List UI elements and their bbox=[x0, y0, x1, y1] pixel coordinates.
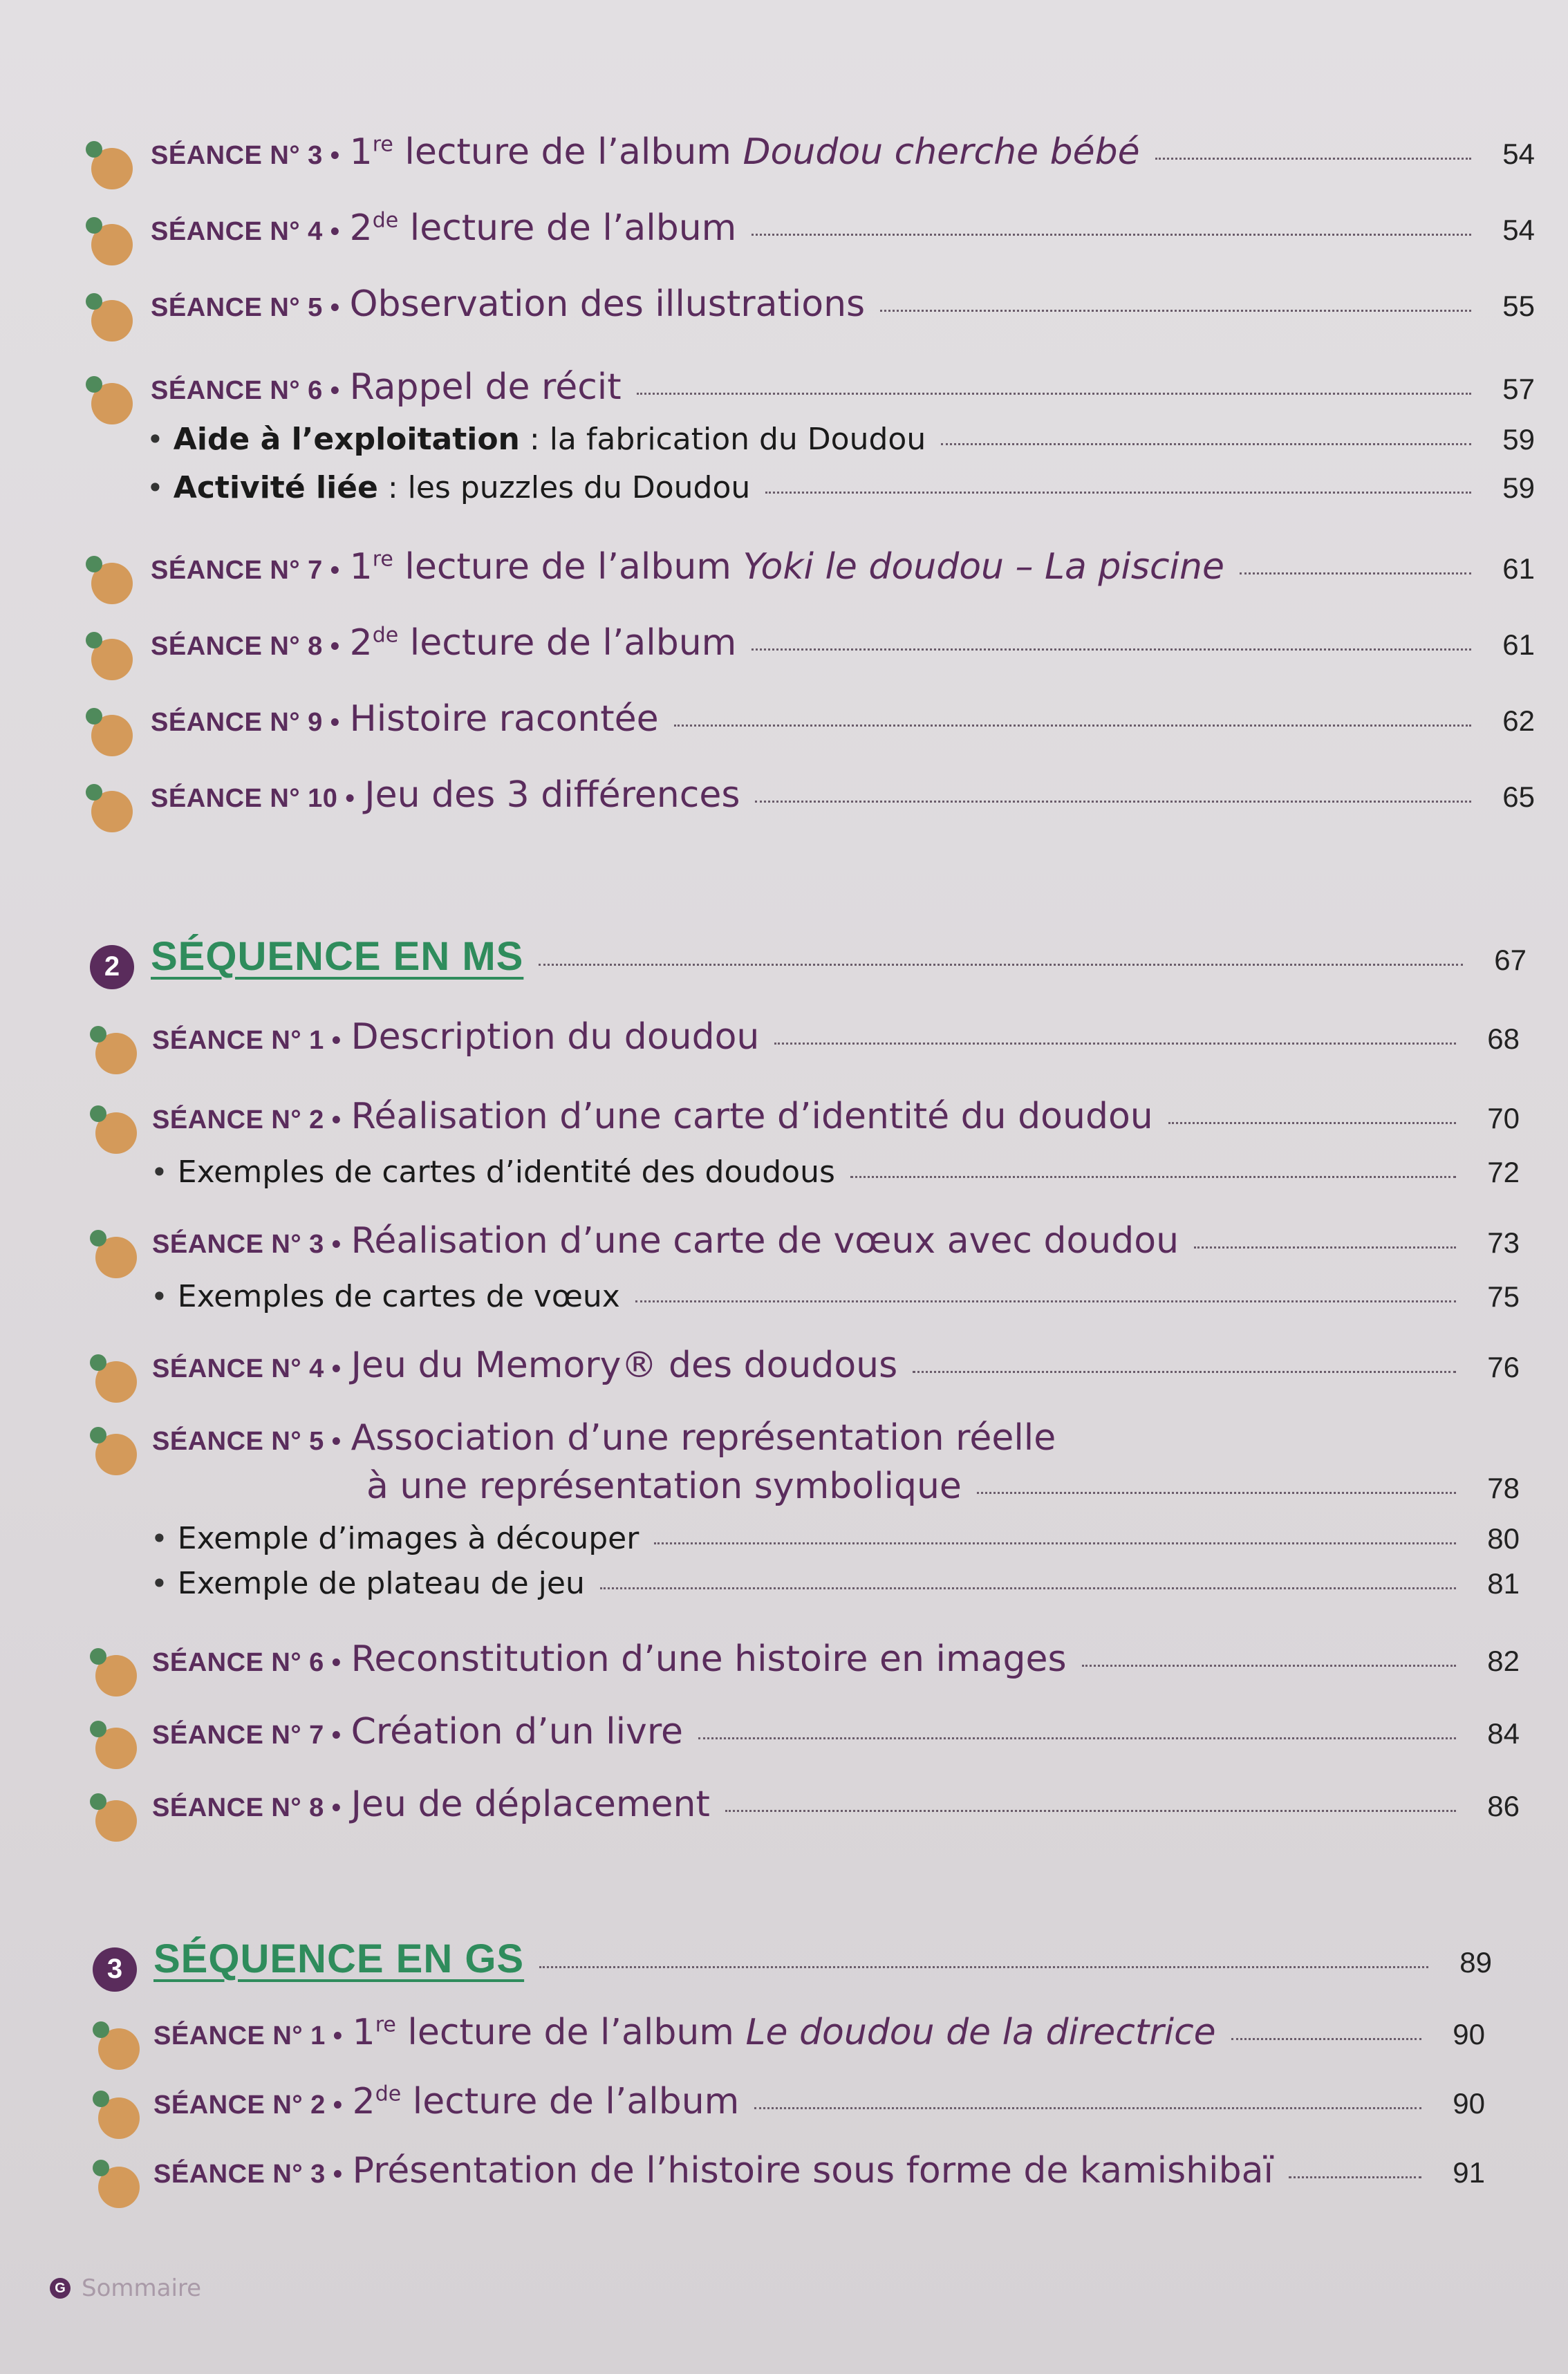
dot-leader bbox=[1231, 2038, 1421, 2040]
dot-leader bbox=[850, 1176, 1456, 1178]
seance-title: Création d’un livre bbox=[351, 1711, 684, 1753]
bullet-dot-icon bbox=[90, 1793, 138, 1842]
seance-label: SÉANCE N° 2 • bbox=[153, 2091, 343, 2120]
page-number: 90 bbox=[1453, 2018, 1485, 2050]
page-number: 72 bbox=[1487, 1156, 1520, 1188]
dot-leader bbox=[725, 1810, 1456, 1812]
subentry-title: Exemple de plateau de jeu bbox=[177, 1566, 585, 1601]
seance-title: 1re lecture de l’album Le doudou de la directrice bbox=[352, 2012, 1216, 2053]
dot-leader bbox=[752, 234, 1471, 236]
page-number: 57 bbox=[1502, 373, 1535, 405]
dot-leader bbox=[1082, 1665, 1456, 1667]
seance-label: SÉANCE N° 10 • bbox=[151, 784, 355, 813]
seance-label: SÉANCE N° 3 • bbox=[151, 141, 340, 170]
seance-title: Histoire racontée bbox=[349, 698, 659, 740]
seance-title: 2de lecture de l’album bbox=[349, 207, 737, 249]
page-number: 61 bbox=[1502, 552, 1535, 585]
page-footer bbox=[50, 2274, 201, 2302]
page-number: 80 bbox=[1487, 1522, 1520, 1555]
dot-leader bbox=[1240, 572, 1471, 574]
dot-leader bbox=[698, 1737, 1456, 1739]
toc-entry[interactable] bbox=[0, 1220, 1568, 1275]
footer-label: Sommaire bbox=[82, 2274, 202, 2302]
subentry-title: Exemples de cartes d’identité des doudous bbox=[177, 1155, 835, 1190]
page-number: 68 bbox=[1487, 1022, 1520, 1055]
toc-subentry[interactable] bbox=[0, 1279, 1568, 1314]
seance-title: 1re lecture de l’album Yoki le doudou – La piscine bbox=[349, 546, 1224, 588]
toc-subentry[interactable] bbox=[0, 1566, 1568, 1601]
sequence-number-badge: 2 bbox=[90, 945, 134, 989]
page-number: 61 bbox=[1502, 628, 1535, 661]
seance-title: Reconstitution d’une histoire en images bbox=[351, 1638, 1067, 1680]
seance-label: SÉANCE N° 4 • bbox=[152, 1354, 342, 1383]
seance-title: 2de lecture de l’album bbox=[349, 622, 737, 664]
seance-label: SÉANCE N° 2 • bbox=[152, 1105, 342, 1134]
page-number: 67 bbox=[1494, 944, 1527, 976]
bullet-dot-icon bbox=[90, 1354, 138, 1403]
toc-entry[interactable] bbox=[0, 546, 1568, 601]
toc-entry[interactable] bbox=[0, 1016, 1568, 1072]
seance-label: SÉANCE N° 5 • bbox=[152, 1427, 342, 1456]
sequence-title: SÉQUENCE EN MS bbox=[151, 934, 524, 979]
bullet-dot-icon bbox=[90, 1721, 138, 1769]
dot-leader bbox=[1168, 1122, 1456, 1124]
page-number: 75 bbox=[1487, 1280, 1520, 1313]
seance-label: SÉANCE N° 8 • bbox=[151, 632, 340, 661]
bullet-dot-icon bbox=[90, 1105, 138, 1154]
bullet-dot-icon bbox=[93, 2021, 141, 2070]
seance-title: 2de lecture de l’album bbox=[352, 2081, 740, 2122]
bullet-dot-icon bbox=[90, 1230, 138, 1278]
page-number: 54 bbox=[1502, 214, 1535, 246]
toc-entry[interactable] bbox=[0, 283, 1568, 339]
dot-leader bbox=[977, 1492, 1456, 1494]
dot-leader bbox=[754, 2107, 1421, 2109]
dot-leader bbox=[752, 648, 1471, 651]
bullet-dot-icon bbox=[86, 632, 134, 680]
seance-label: SÉANCE N° 4 • bbox=[151, 217, 340, 246]
page-number: 73 bbox=[1487, 1226, 1520, 1259]
dot-leader bbox=[600, 1587, 1456, 1589]
toc-subentry[interactable] bbox=[0, 422, 1568, 457]
dot-leader bbox=[774, 1043, 1456, 1045]
bullet-dot-icon bbox=[90, 1026, 138, 1074]
toc-entry[interactable] bbox=[0, 1711, 1568, 1766]
page-number: 70 bbox=[1487, 1102, 1520, 1134]
toc-entry[interactable] bbox=[0, 131, 1568, 187]
bullet-dot-icon bbox=[86, 217, 134, 265]
small-bullet-icon: • bbox=[147, 422, 164, 456]
page-number: 59 bbox=[1502, 471, 1535, 504]
seance-title: Rappel de récit bbox=[349, 366, 622, 408]
dot-leader bbox=[1194, 1246, 1456, 1249]
seance-label: SÉANCE N° 3 • bbox=[152, 1230, 342, 1259]
small-bullet-icon: • bbox=[147, 471, 164, 505]
dot-leader bbox=[637, 393, 1471, 395]
dot-leader bbox=[755, 801, 1471, 803]
seance-label: SÉANCE N° 3 • bbox=[153, 2160, 343, 2189]
toc-entry[interactable] bbox=[0, 1417, 1568, 1473]
page-number: 90 bbox=[1453, 2087, 1485, 2120]
bullet-dot-icon bbox=[86, 708, 134, 756]
seance-title: Jeu de déplacement bbox=[351, 1784, 710, 1825]
sequence-heading[interactable] bbox=[0, 1936, 1568, 1998]
page-number: 84 bbox=[1487, 1717, 1520, 1750]
toc-subentry[interactable] bbox=[0, 1521, 1568, 1556]
toc-entry-continuation bbox=[0, 1466, 1568, 1521]
small-bullet-icon: • bbox=[151, 1280, 168, 1314]
toc-subentry[interactable] bbox=[0, 470, 1568, 505]
bullet-dot-icon bbox=[86, 141, 134, 189]
subentry-title: Aide à l’exploitation : la fabrication du Doudou bbox=[173, 422, 926, 457]
page-number: 54 bbox=[1502, 138, 1535, 170]
sequence-title: SÉQUENCE EN GS bbox=[153, 1936, 525, 1981]
sequence-number-badge: 3 bbox=[93, 1947, 137, 1992]
toc-subentry[interactable] bbox=[0, 1155, 1568, 1190]
seance-label: SÉANCE N° 9 • bbox=[151, 708, 340, 737]
seance-title: Jeu des 3 différences bbox=[364, 774, 740, 816]
toc-entry[interactable] bbox=[0, 774, 1568, 830]
page-number: 82 bbox=[1487, 1645, 1520, 1677]
seance-label: SÉANCE N° 5 • bbox=[151, 293, 340, 322]
seance-title: Réalisation d’une carte de vœux avec doudou bbox=[351, 1220, 1179, 1262]
dot-leader bbox=[1289, 2176, 1421, 2178]
seance-label: SÉANCE N° 7 • bbox=[151, 556, 340, 585]
dot-leader bbox=[539, 964, 1463, 966]
toc-entry[interactable] bbox=[0, 622, 1568, 677]
toc-entry[interactable] bbox=[0, 1638, 1568, 1694]
subentry-title: Exemples de cartes de vœux bbox=[177, 1279, 620, 1314]
dot-leader bbox=[941, 443, 1471, 445]
small-bullet-icon: • bbox=[151, 1155, 168, 1189]
seance-label: SÉANCE N° 6 • bbox=[151, 376, 340, 405]
subentry-title: Activité liée : les puzzles du Doudou bbox=[173, 470, 751, 505]
bullet-dot-icon bbox=[86, 556, 134, 604]
toc-entry[interactable] bbox=[0, 1784, 1568, 1839]
page-number: 86 bbox=[1487, 1790, 1520, 1822]
seance-title: Jeu du Memory® des doudous bbox=[351, 1345, 898, 1386]
page-number: 89 bbox=[1459, 1946, 1492, 1979]
toc-entry[interactable] bbox=[0, 1345, 1568, 1400]
toc-entry[interactable] bbox=[0, 366, 1568, 422]
seance-label: SÉANCE N° 8 • bbox=[152, 1793, 342, 1822]
dot-leader bbox=[654, 1542, 1456, 1544]
seance-title: Description du doudou bbox=[351, 1016, 760, 1058]
seance-title: 1re lecture de l’album Doudou cherche bébé bbox=[349, 131, 1140, 173]
subentry-title: Exemple d’images à découper bbox=[177, 1521, 640, 1556]
bullet-dot-icon bbox=[93, 2091, 141, 2139]
sequence-heading[interactable] bbox=[0, 933, 1568, 996]
page-number: 65 bbox=[1502, 781, 1535, 813]
seance-title-line2: à une représentation symbolique bbox=[366, 1466, 962, 1507]
bullet-dot-icon bbox=[90, 1648, 138, 1697]
page-number: 59 bbox=[1502, 423, 1535, 456]
dot-leader bbox=[674, 725, 1471, 727]
page-number: 91 bbox=[1453, 2156, 1485, 2189]
page-marker-icon: G bbox=[50, 2278, 71, 2299]
seance-label: SÉANCE N° 6 • bbox=[152, 1648, 342, 1677]
seance-title: Observation des illustrations bbox=[349, 283, 866, 325]
toc-entry[interactable] bbox=[0, 1096, 1568, 1151]
dot-leader bbox=[913, 1371, 1456, 1373]
page-number: 55 bbox=[1502, 290, 1535, 322]
seance-label: SÉANCE N° 1 • bbox=[152, 1026, 342, 1055]
toc-entry[interactable] bbox=[0, 2150, 1568, 2205]
toc-entry[interactable] bbox=[0, 207, 1568, 263]
dot-leader bbox=[635, 1300, 1456, 1302]
toc-entry[interactable] bbox=[0, 2012, 1568, 2067]
toc-entry[interactable] bbox=[0, 698, 1568, 754]
bullet-dot-icon bbox=[86, 376, 134, 424]
page-number: 81 bbox=[1487, 1567, 1520, 1600]
bullet-dot-icon bbox=[93, 2160, 141, 2208]
seance-title: Association d’une représentation réelle bbox=[351, 1417, 1056, 1459]
dot-leader bbox=[539, 1966, 1428, 1968]
small-bullet-icon: • bbox=[151, 1522, 168, 1555]
page-number: 62 bbox=[1502, 704, 1535, 737]
dot-leader bbox=[880, 310, 1471, 312]
toc-entry[interactable] bbox=[0, 2081, 1568, 2136]
seance-label: SÉANCE N° 7 • bbox=[152, 1721, 342, 1750]
seance-title: Présentation de l’histoire sous forme de kamishibaï bbox=[352, 2150, 1273, 2191]
seance-label: SÉANCE N° 1 • bbox=[153, 2021, 343, 2050]
bullet-dot-icon bbox=[86, 293, 134, 342]
page-number: 78 bbox=[1487, 1472, 1520, 1504]
bullet-dot-icon bbox=[86, 784, 134, 832]
dot-leader bbox=[765, 492, 1471, 494]
seance-title: Réalisation d’une carte d’identité du doudou bbox=[351, 1096, 1153, 1137]
page-number: 76 bbox=[1487, 1351, 1520, 1383]
small-bullet-icon: • bbox=[151, 1567, 168, 1600]
dot-leader bbox=[1155, 158, 1471, 160]
